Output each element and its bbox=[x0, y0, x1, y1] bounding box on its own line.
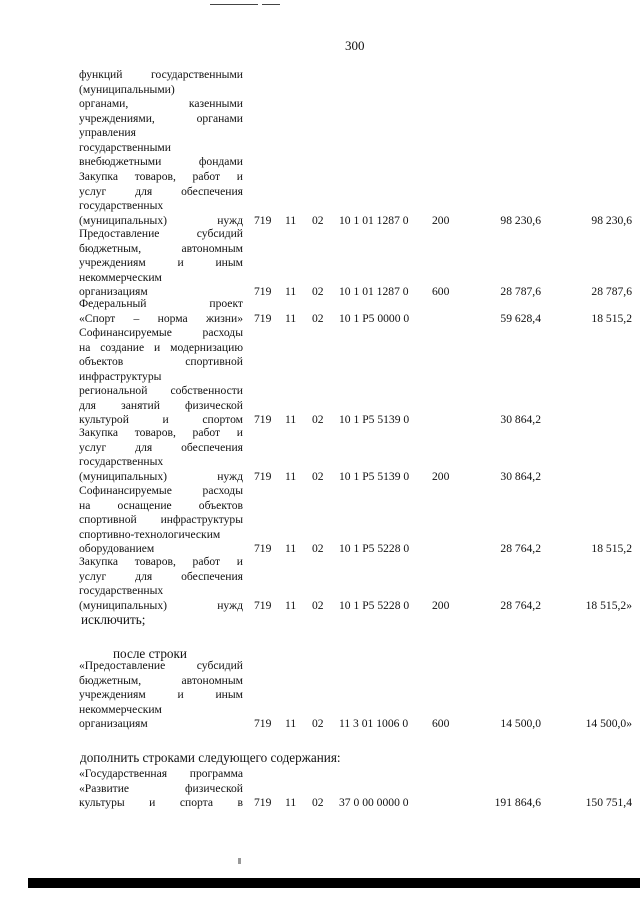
note-add-rows: дополнить строками следующего содержания: bbox=[80, 750, 341, 765]
column-subsection: 02 bbox=[312, 717, 324, 730]
description-line: (муниципальными) bbox=[79, 82, 175, 96]
column-target-article: 11 3 01 1006 0 bbox=[339, 717, 409, 730]
scan-border bbox=[28, 878, 640, 888]
row-description bbox=[79, 170, 243, 228]
description-line: культурой и спортом bbox=[79, 413, 243, 426]
description-line: Софинансируемые расходы bbox=[79, 484, 243, 497]
column-amount-1: 28 787,6 bbox=[500, 285, 541, 298]
column-amount-2: 98 230,6 bbox=[591, 213, 632, 227]
row-description bbox=[79, 484, 243, 557]
column-amount-2: 18 515,2» bbox=[585, 598, 632, 612]
row-description bbox=[79, 297, 243, 326]
description-line: услуг для обеспечения bbox=[79, 184, 243, 198]
column-amount-2: 14 500,0» bbox=[585, 717, 632, 730]
column-amount-1: 30 864,2 bbox=[500, 469, 541, 483]
column-amount-1: 28 764,2 bbox=[500, 598, 541, 612]
description-line: некоммерческим bbox=[79, 702, 162, 716]
description-line: некоммерческим bbox=[79, 270, 162, 284]
description-line: учреждениям и иным bbox=[79, 688, 243, 701]
description-line: управления bbox=[79, 126, 136, 139]
column-expense-type: 600 bbox=[432, 285, 450, 298]
column-subsection: 02 bbox=[312, 413, 324, 426]
column-subsection: 02 bbox=[312, 213, 324, 227]
description-line: (муниципальных) нужд bbox=[79, 213, 243, 227]
column-section: 11 bbox=[285, 469, 297, 483]
note-after-row: после строки bbox=[113, 646, 187, 661]
description-line: учреждениями, органами bbox=[79, 111, 243, 125]
description-line: функций государственными bbox=[79, 68, 243, 81]
description-line: услуг для обеспечения bbox=[79, 440, 243, 454]
description-line: спортивной инфраструктуры bbox=[79, 513, 243, 526]
column-grbs: 719 bbox=[254, 796, 272, 809]
column-grbs: 719 bbox=[254, 213, 272, 227]
description-line: Закупка товаров, работ и bbox=[79, 170, 243, 183]
row-description bbox=[79, 227, 243, 300]
row-description bbox=[79, 767, 243, 811]
row-description bbox=[79, 326, 243, 428]
description-line: внебюджетными фондами bbox=[79, 155, 243, 168]
column-expense-type: 200 bbox=[432, 213, 450, 227]
description-line: Федеральный проект bbox=[79, 297, 243, 310]
column-section: 11 bbox=[285, 542, 297, 555]
column-amount-1: 30 864,2 bbox=[500, 413, 541, 426]
description-line: органами, казенными bbox=[79, 97, 243, 110]
column-target-article: 10 1 P5 5139 0 bbox=[339, 469, 410, 483]
column-grbs: 719 bbox=[254, 598, 272, 612]
description-line: «Предоставление субсидий bbox=[79, 659, 243, 672]
column-target-article: 10 1 P5 5228 0 bbox=[339, 542, 410, 555]
column-expense-type: 200 bbox=[432, 469, 450, 483]
column-subsection: 02 bbox=[312, 469, 324, 483]
description-line: учреждениям и иным bbox=[79, 256, 243, 269]
column-subsection: 02 bbox=[312, 285, 324, 298]
row-description bbox=[79, 426, 243, 484]
description-line: государственными bbox=[79, 140, 171, 154]
description-line: «Развитие физической bbox=[79, 781, 243, 795]
page-number: 300 bbox=[345, 38, 365, 53]
description-line: на создание и модернизацию bbox=[79, 340, 243, 354]
column-grbs: 719 bbox=[254, 469, 272, 483]
description-line: Софинансируемые расходы bbox=[79, 326, 243, 339]
column-target-article: 10 1 P5 5139 0 bbox=[339, 413, 410, 426]
column-section: 11 bbox=[285, 717, 297, 730]
column-section: 11 bbox=[285, 285, 297, 298]
description-line: бюджетным, автономным bbox=[79, 241, 243, 255]
description-line: государственных bbox=[79, 455, 164, 468]
column-grbs: 719 bbox=[254, 311, 272, 325]
column-section: 11 bbox=[285, 598, 297, 612]
description-line: региональной собственности bbox=[79, 384, 243, 397]
column-subsection: 02 bbox=[312, 598, 324, 612]
scan-speck bbox=[238, 858, 241, 864]
description-line: «Спорт – норма жизни» bbox=[79, 311, 243, 325]
description-line: (муниципальных) нужд bbox=[79, 598, 243, 612]
column-target-article: 37 0 00 0000 0 bbox=[339, 796, 409, 809]
column-amount-2: 150 751,4 bbox=[585, 796, 632, 809]
description-line: «Государственная программа bbox=[79, 767, 243, 780]
column-grbs: 719 bbox=[254, 413, 272, 426]
column-target-article: 10 1 01 1287 0 bbox=[339, 285, 409, 298]
description-line: для занятий физической bbox=[79, 398, 243, 412]
column-section: 11 bbox=[285, 413, 297, 426]
column-amount-1: 191 864,6 bbox=[494, 796, 541, 809]
description-line: бюджетным, автономным bbox=[79, 673, 243, 687]
description-line: услуг для обеспечения bbox=[79, 569, 243, 583]
column-expense-type: 600 bbox=[432, 717, 450, 730]
description-line: организациям bbox=[79, 285, 148, 298]
column-section: 11 bbox=[285, 213, 297, 227]
description-line: спортивно-технологическим bbox=[79, 527, 221, 541]
column-amount-2: 18 515,2 bbox=[591, 311, 632, 325]
column-section: 11 bbox=[285, 311, 297, 325]
column-grbs: 719 bbox=[254, 542, 272, 555]
column-amount-1: 14 500,0 bbox=[500, 717, 541, 730]
description-line: Предоставление субсидий bbox=[79, 227, 243, 240]
column-amount-1: 28 764,2 bbox=[500, 542, 541, 555]
column-amount-2: 18 515,2 bbox=[591, 542, 632, 555]
description-line: государственных bbox=[79, 199, 164, 212]
row-description bbox=[79, 555, 243, 613]
description-line: инфраструктуры bbox=[79, 369, 162, 383]
column-amount-2: 28 787,6 bbox=[591, 285, 632, 298]
column-subsection: 02 bbox=[312, 311, 324, 325]
description-line: культуры и спорта в bbox=[79, 796, 243, 809]
column-amount-1: 98 230,6 bbox=[500, 213, 541, 227]
row-description bbox=[79, 68, 243, 170]
description-line: Закупка товаров, работ и bbox=[79, 555, 243, 568]
column-target-article: 10 1 P5 0000 0 bbox=[339, 311, 410, 325]
description-line: (муниципальных) нужд bbox=[79, 469, 243, 483]
description-line: на оснащение объектов bbox=[79, 498, 243, 512]
description-line: Закупка товаров, работ и bbox=[79, 426, 243, 439]
row-description bbox=[79, 659, 243, 732]
column-target-article: 10 1 P5 5228 0 bbox=[339, 598, 410, 612]
column-expense-type: 200 bbox=[432, 598, 450, 612]
column-target-article: 10 1 01 1287 0 bbox=[339, 213, 409, 227]
note-exclude: исключить; bbox=[81, 612, 146, 627]
description-line: оборудованием bbox=[79, 542, 155, 555]
description-line: организациям bbox=[79, 717, 148, 730]
column-subsection: 02 bbox=[312, 542, 324, 555]
column-section: 11 bbox=[285, 796, 297, 809]
column-grbs: 719 bbox=[254, 717, 272, 730]
column-grbs: 719 bbox=[254, 285, 272, 298]
description-line: государственных bbox=[79, 584, 164, 597]
description-line: объектов спортивной bbox=[79, 355, 243, 368]
column-subsection: 02 bbox=[312, 796, 324, 809]
column-amount-1: 59 628,4 bbox=[500, 311, 541, 325]
